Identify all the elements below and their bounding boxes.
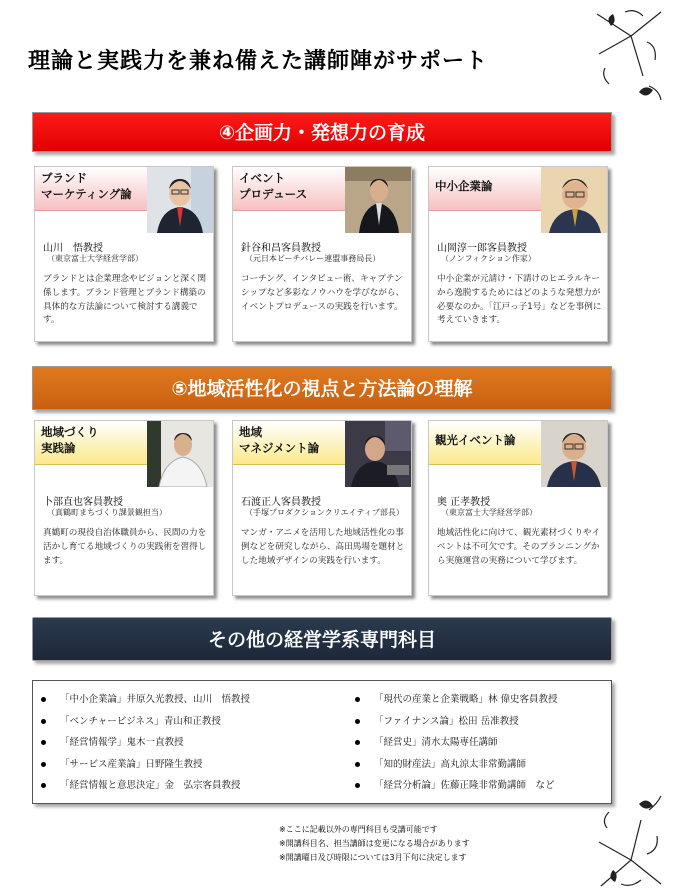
bullet-icon [355,783,360,788]
lecture-description: 真鶴町の現役自治体職員から、民間の力を活かし育てる地域づくりの実践術を習得します。 [43,528,207,566]
lecture-card-tourism-event [428,420,608,596]
page-title: 理論と実践力を兼ね備えた講師陣がサポート [28,49,489,74]
lecture-card-brand-marketing [34,166,214,342]
lecturer-name: 奥 正孝教授 [437,497,491,508]
lecturer-affiliation: （東京富士大学経営学部） [47,254,143,263]
lecturer-affiliation: （東京富士大学経営学部） [441,508,537,517]
lecturer-photo [345,421,411,487]
lecturer-photo [541,421,607,487]
subject-line: 地域 [239,425,262,439]
card-subject [429,421,541,465]
lecturer-affiliation: （真鶴町まちづくり課景観担当） [47,508,167,517]
section-heading-planning: ④企画力・発想力の育成 [32,112,612,152]
list-item: 「中小企業論」井原久光教授、山川 悟教授 [41,689,250,711]
footnote: ※開講科目名、担当講師は変更になる場合があります [279,839,470,848]
list-item: 「経営情報と意思決定」金 弘宗客員教授 [41,775,250,797]
subject-line: マネジメント論 [239,440,320,455]
section-heading-other-subjects: その他の経営学系専門科目 [32,617,612,661]
bullet-icon [355,740,360,745]
subjects-column-left [41,689,250,797]
subject-line: 実践論 [41,440,76,455]
bullet-icon [355,697,360,702]
lecturer-affiliation: （ノンフィクション作家） [441,254,536,263]
card-subject [429,167,541,211]
card-subject [35,167,147,211]
list-item: 「経営分析論」佐藤正隆非常勤講師 など [355,775,558,797]
bullet-icon [41,762,46,767]
lecturer-name: 山川 悟教授 [43,243,103,254]
bullet-icon [41,697,46,702]
card-subject [35,421,147,465]
lecture-description: マンガ・アニメを活用した地域活性化の事例などを研究しながら、高田馬場を題材とした地域デザインの実践を行います。 [241,528,405,566]
subject-line: プロデュース [239,186,308,201]
list-item: 「現代の産業と企業戦略」林 偉史客員教授 [355,689,558,711]
lecturer-photo [147,421,213,487]
lecture-description: 地域活性化に向けて、観光素材づくりやイベントは不可欠です。そのプランニングから実施運営の実務について学びます。 [437,528,601,566]
footnote: ※開講曜日及び時限については3月下旬に決定します [279,853,467,862]
other-subjects-list [32,680,612,804]
subject-line: 観光イベント論 [435,433,516,447]
lecture-card-regional-management [232,420,412,596]
bullet-icon [41,783,46,788]
lecturer-photo [147,167,213,233]
subject-line: イベント [239,171,285,185]
subject-line: 中小企業論 [435,179,493,193]
bullet-icon [41,740,46,745]
section-heading-regional: ⑤地域活性化の視点と方法論の理解 [32,366,612,410]
list-item: 「ファイナンス論」松田 岳准教授 [355,711,558,733]
list-item: 「サービス産業論」日野隆生教授 [41,754,250,776]
lecture-card-sme [428,166,608,342]
list-item: 「経営史」清水太陽専任講師 [355,732,558,754]
list-item: 「ベンチャービジネス」青山和正教授 [41,711,250,733]
lecture-card-event-produce [232,166,412,342]
card-subject [233,167,345,211]
lecturer-name: 石渡正人客員教授 [241,497,321,508]
lecture-description: コーチング、インタビュー術、キャプテンシップなど多彩なノウハウを学びながら、イベントプロデュースの実践を行います。 [241,274,405,312]
lecturer-name: 卜部直也客員教授 [43,497,123,508]
bullet-icon [355,719,360,724]
lecturer-photo [541,167,607,233]
subject-line: マーケティング論 [41,186,132,201]
subjects-column-right [355,689,558,797]
subject-line: ブランド [41,171,87,185]
lecturer-name: 針谷和昌客員教授 [241,243,321,254]
list-item: 「経営情報学」鬼木一直教授 [41,732,250,754]
footnote: ※ここに記載以外の専門科目も受講可能です [279,825,438,834]
lecture-card-regional-practice [34,420,214,596]
bullet-icon [355,762,360,767]
corner-ornament-top [591,6,667,106]
lecture-description: ブランドとは企業理念やビジョンと深く関係します。ブランド管理とブランド構築の具体的な方法論について検討する講義です。 [43,274,207,326]
lecturer-photo [345,167,411,233]
lecturer-affiliation: （元日本ビーチバレー連盟事務局長） [245,254,381,263]
lecture-description: 中小企業が元請け・下請けのヒエラルキーから逸脱するためにはどのような発想力が必要なのか。「江戸っ子1号」などを事例に考えていきます。 [437,274,602,326]
lecturer-name: 山岡淳一郎客員教授 [437,243,527,254]
list-item: 「知的財産法」高丸涼太非常勤講師 [355,754,558,776]
lecturer-affiliation: （手塚プロダクションクリエイティブ部長） [245,508,404,517]
subject-line: 地域づくり [41,425,99,439]
card-subject [233,421,345,465]
footnotes [279,823,470,865]
bullet-icon [41,719,46,724]
corner-ornament-bottom [591,790,667,890]
